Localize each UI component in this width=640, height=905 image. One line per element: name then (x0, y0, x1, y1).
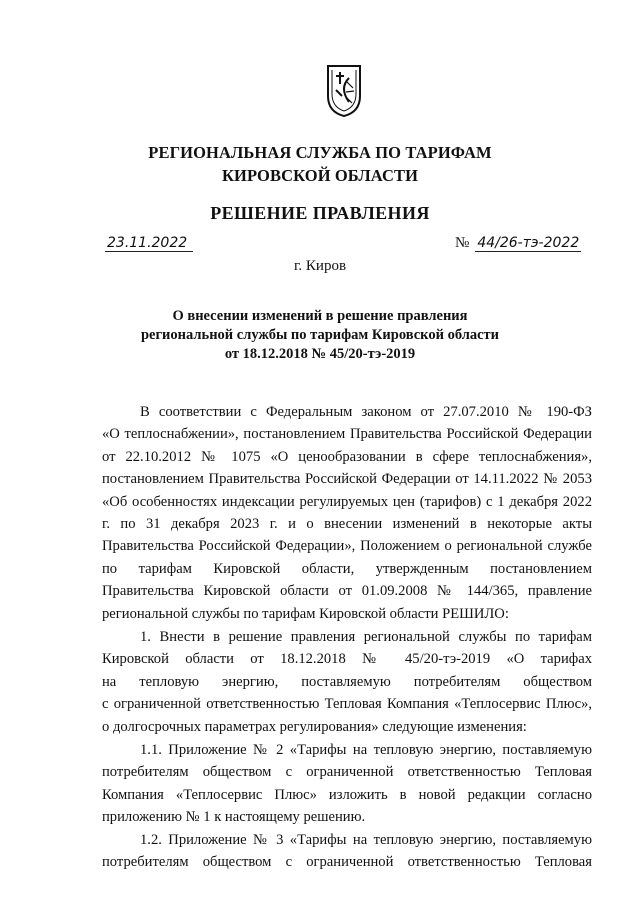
text-line: постановлением Правительства Российской Федерации от 14.11.2022 № 2053 (102, 471, 592, 488)
document-type-title: РЕШЕНИЕ ПРАВЛЕНИЯ (210, 203, 430, 223)
item-1-paragraph (102, 626, 592, 738)
text-line: на тепловую энергию, поставляемую потребителям обществом (102, 673, 592, 690)
text-line: 1. Внести в решение правления региональной службы по тарифам (140, 629, 592, 645)
text-line: приложению № 1 к настоящему решению. (102, 809, 366, 826)
text-line: по тарифам Кировской области, утвержденным постановлением (102, 560, 592, 577)
text-line: Правительства Кировской области от 01.09.2008 № 144/365, правление (102, 583, 592, 600)
text-line: с ограниченной ответственностью Тепловая Компания «Теплосервис Плюс», (102, 696, 592, 713)
city: г. Киров (293, 258, 347, 274)
subject-line: от 18.12.2018 № 45/20-тэ-2019 (224, 346, 416, 362)
text-line: «О теплоснабжении», постановлением Правительства Российской Федерации (102, 426, 592, 443)
kirov-coat-of-arms-icon (325, 62, 363, 118)
text-line: Кировской области от 18.12.2018 № 45/20-тэ-2019 «О тарифах (102, 651, 592, 668)
decision-number (455, 235, 581, 252)
text-line: г. по 31 декабря 2023 г. и о внесении изменений в некоторые акты (102, 515, 592, 532)
text-line: от 22.10.2012 № 1075 «О ценообразовании в сфере теплоснабжения», (102, 448, 592, 465)
text-line: 1.1. Приложение № 2 «Тарифы на тепловую энергию, поставляемую (140, 742, 592, 758)
item-1-2-paragraph (102, 829, 592, 874)
org-name-line-2: КИРОВСКОЙ ОБЛАСТИ (221, 166, 419, 185)
text-line: потребителям обществом с ограниченной ответственностью Тепловая (102, 854, 592, 871)
org-name-line-1: РЕГИОНАЛЬНАЯ СЛУЖБА ПО ТАРИФАМ (148, 143, 492, 162)
subject-line: О внесении изменений в решение правления (172, 308, 468, 324)
text-line: В соответствии с Федеральным законом от 27.07.2010 № 190-ФЗ (140, 404, 592, 420)
text-line: региональной службы по тарифам Кировской области РЕШИЛО: (102, 605, 509, 622)
text-line: 1.2. Приложение № 3 «Тарифы на тепловую энергию, поставляемую (140, 832, 592, 848)
text-line: «Об особенностях индексации регулируемых цен (тарифов) с 1 декабря 2022 (102, 493, 592, 510)
text-line: о долгосрочных параметрах регулирования» следующие изменения: (102, 718, 527, 735)
decision-date: 23.11.2022 (105, 235, 193, 252)
subject-heading (60, 307, 580, 364)
intro-paragraph (102, 401, 592, 625)
decision-number-value: 44/26-тэ-2022 (477, 235, 580, 251)
number-sign: № (455, 235, 470, 251)
text-line: потребителям обществом с ограниченной ответственностью Тепловая (102, 764, 592, 781)
text-line: Правительства Российской Федерации», Положением о региональной службе (102, 538, 592, 555)
item-1-1-paragraph (102, 739, 592, 829)
subject-line: региональной службы по тарифам Кировской области (140, 327, 500, 343)
text-line: Компания «Теплосервис Плюс» изложить в новой редакции согласно (102, 786, 592, 803)
